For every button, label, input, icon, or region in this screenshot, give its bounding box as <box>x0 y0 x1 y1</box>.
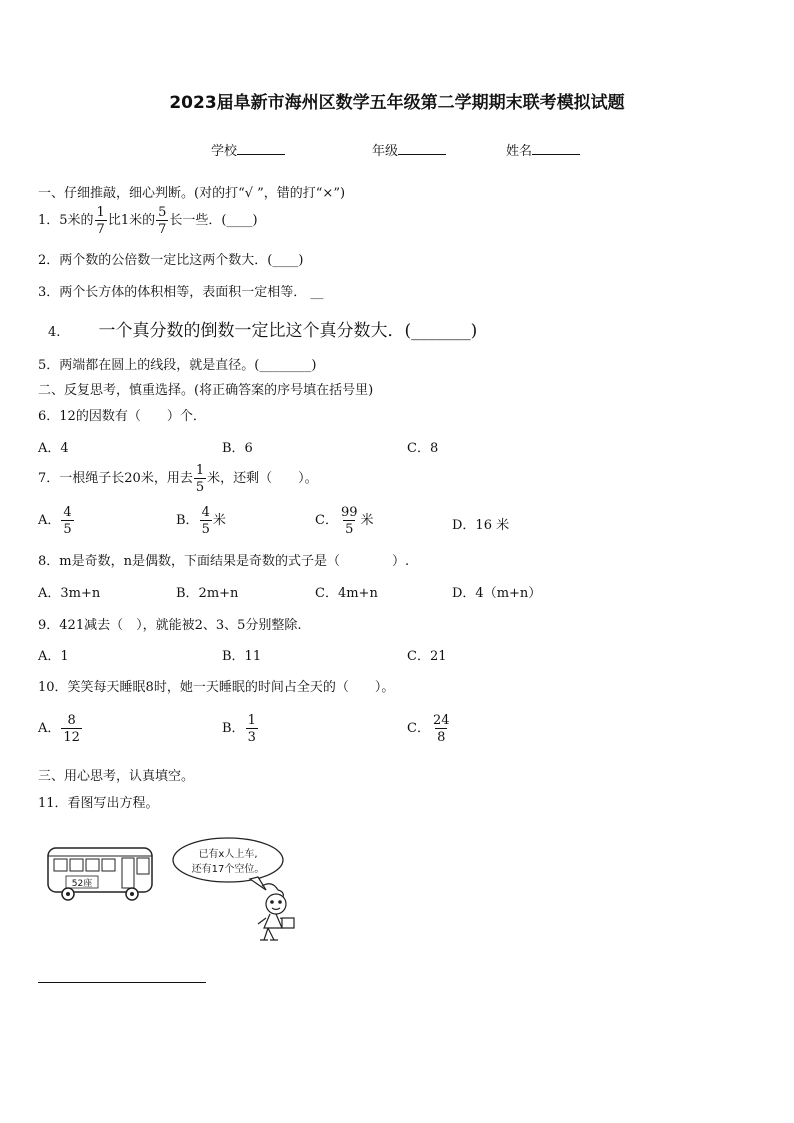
grade-blank[interactable] <box>398 142 446 155</box>
q1-fraction-2 <box>156 206 168 236</box>
q7-f-num: 1 <box>195 462 205 478</box>
question-5: 5．两端都在圆上的线段，就是直径。(________) <box>38 358 317 373</box>
q10-a-den: 12 <box>63 729 80 745</box>
q7-b-num: 4 <box>201 504 210 520</box>
q8-option-d[interactable]: D．4（m+n） <box>452 586 542 601</box>
q7-fraction <box>194 464 206 494</box>
bus-label: 52座 <box>71 879 93 889</box>
question-4 <box>48 316 477 341</box>
q7-f-den: 5 <box>195 479 205 495</box>
q8-option-a[interactable]: A．3m+n <box>38 586 101 601</box>
q7-c-num: 99 <box>340 504 358 520</box>
q10-b-num: 1 <box>247 712 256 728</box>
school-field <box>211 140 285 159</box>
q10-b-label: B． <box>222 721 245 736</box>
q7-option-a[interactable] <box>38 504 75 538</box>
question-10: 10．笑笑每天睡眠8时，她一天睡眠的时间占全天的（ ）。 <box>38 680 395 695</box>
q7-a-label: A． <box>38 513 61 528</box>
section-2-heading: 二、反复思考，慎重选择。(将正确答案的序号填在括号里) <box>38 383 374 398</box>
q7-option-b[interactable] <box>176 504 226 538</box>
question-8: 8．m是奇数，n是偶数，下面结果是奇数的式子是（ ）. <box>38 554 410 569</box>
q1-f2-num: 5 <box>158 204 167 220</box>
section-3-heading: 三、用心思考，认真填空。 <box>38 769 195 784</box>
q7-option-c[interactable] <box>315 504 374 538</box>
q9-option-b[interactable]: B．11 <box>222 649 262 664</box>
speech-line-2: 还有17个空位。 <box>191 864 265 875</box>
q9-option-a[interactable]: A．1 <box>38 649 69 664</box>
q10-option-a[interactable] <box>38 712 83 746</box>
question-7 <box>38 462 318 496</box>
grade-label: 年级 <box>372 144 399 159</box>
q7-b-den: 5 <box>201 521 210 537</box>
q7-a-den: 5 <box>63 521 72 537</box>
school-blank[interactable] <box>237 142 285 155</box>
grade-field <box>372 140 446 159</box>
question-3: 3．两个长方体的体积相等，表面积一定相等． __ <box>38 285 324 300</box>
character-icon <box>258 884 294 940</box>
question-2: 2．两个数的公倍数一定比这两个数大．(____) <box>38 253 304 268</box>
question-9: 9．421减去（ ），就能被2、3、5分别整除. <box>38 618 302 633</box>
q7-text-a: 7．一根绳子长20米，用去 <box>38 471 193 486</box>
q8-option-c[interactable]: C．4m+n <box>315 586 378 601</box>
q7-text-b: 米，还剩（ ）。 <box>207 471 318 486</box>
footnote-rule <box>38 982 206 983</box>
q7-c-label: C． <box>315 513 338 528</box>
q1-text-a: 1．5米的 <box>38 213 94 228</box>
q10-option-c[interactable] <box>407 712 453 746</box>
q11-illustration <box>44 836 334 948</box>
bus-icon <box>48 848 152 900</box>
q7-b-fraction <box>200 506 212 536</box>
speech-line-1: 已有x人上车, <box>198 849 258 860</box>
q4-number: 4. <box>48 325 61 340</box>
q6-option-a[interactable]: A．4 <box>38 441 69 456</box>
name-label: 姓名 <box>506 144 533 159</box>
q10-a-label: A． <box>38 721 61 736</box>
q7-a-num: 4 <box>63 504 72 520</box>
q1-fraction-1 <box>95 206 107 236</box>
q10-c-den: 8 <box>437 729 446 745</box>
q7-b-unit: 米 <box>212 513 226 528</box>
school-label: 学校 <box>211 144 238 159</box>
q7-c-den: 5 <box>345 521 354 537</box>
q10-c-num: 24 <box>432 712 450 728</box>
q1-f1-num: 1 <box>96 204 105 220</box>
q7-option-d[interactable]: D．16 米 <box>452 518 510 533</box>
question-6: 6．12的因数有（ ）个． <box>38 409 206 424</box>
q1-f2-den: 7 <box>158 221 167 237</box>
q10-c-label: C． <box>407 721 430 736</box>
q6-option-c[interactable]: C．8 <box>407 441 439 456</box>
name-blank[interactable] <box>532 142 580 155</box>
q10-option-b[interactable] <box>222 712 259 746</box>
q10-c-fraction <box>431 714 452 744</box>
q7-c-fraction <box>339 506 360 536</box>
q7-a-fraction <box>61 506 73 536</box>
name-field <box>506 140 580 159</box>
q7-c-unit: 米 <box>360 513 374 528</box>
q10-b-den: 3 <box>247 729 256 745</box>
question-11: 11．看图写出方程。 <box>38 796 159 811</box>
q7-b-label: B． <box>176 513 199 528</box>
q1-f1-den: 7 <box>96 221 105 237</box>
section-1-heading: 一、仔细推敲，细心判断。(对的打“√ ”，错的打“×”) <box>38 186 346 201</box>
q1-text-c: 长一些．(____) <box>169 213 258 228</box>
q1-text-b: 比1米的 <box>107 213 156 228</box>
q9-option-c[interactable]: C．21 <box>407 649 447 664</box>
page-title: 2023届阜新市海州区数学五年级第二学期期末联考模拟试题 <box>169 93 625 113</box>
q10-a-fraction <box>61 714 82 744</box>
q10-a-num: 8 <box>67 712 76 728</box>
question-1 <box>38 204 258 238</box>
q8-option-b[interactable]: B．2m+n <box>176 586 239 601</box>
q6-option-b[interactable]: B．6 <box>222 441 253 456</box>
q10-b-fraction <box>246 714 258 744</box>
q4-text: 一个真分数的倒数一定比这个真分数大．(_______) <box>98 321 478 341</box>
